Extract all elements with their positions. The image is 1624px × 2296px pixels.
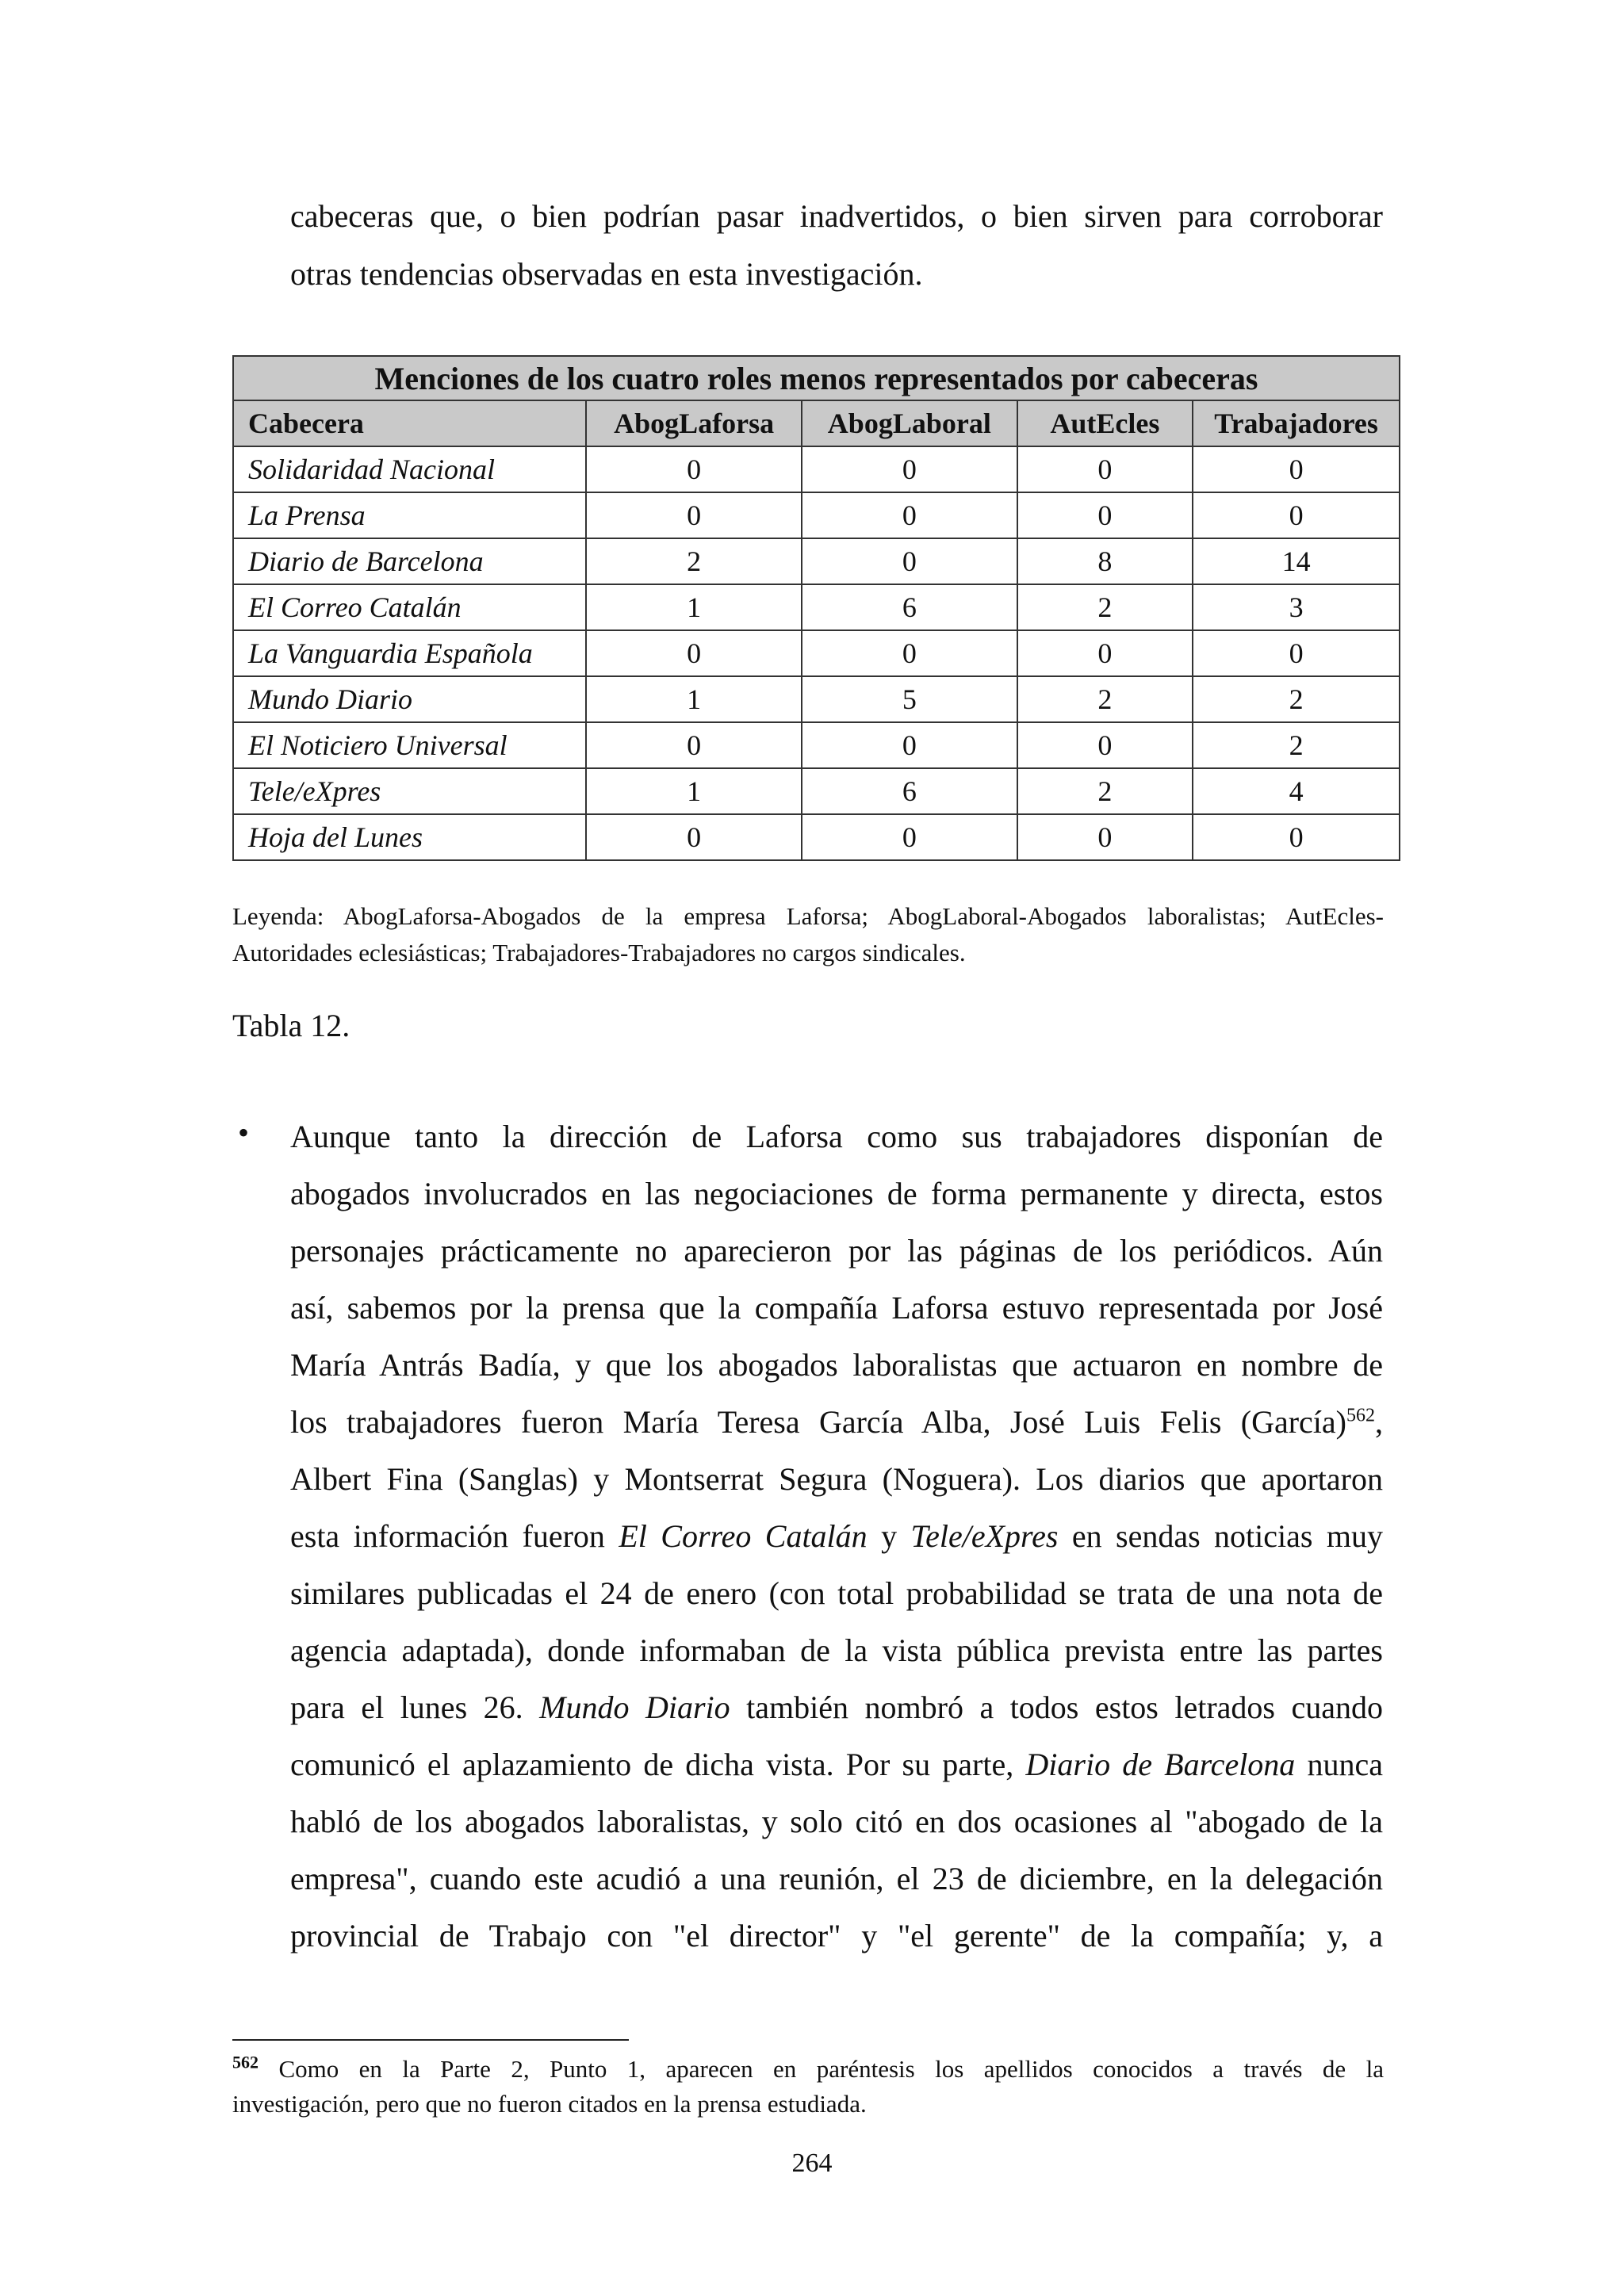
table-row (233, 538, 1400, 584)
table-cell: 0 (1017, 492, 1193, 538)
text-line: similares publicadas el 24 de enero (con total probabilidad se trata de una nota de (290, 1575, 1383, 1611)
table-cell: 0 (586, 492, 802, 538)
newspaper-name: La Vanguardia Española (233, 630, 586, 676)
text-line: Aunque tanto la dirección de Laforsa como sus trabajadores disponían de (290, 1119, 1383, 1154)
newspaper-name: Solidaridad Nacional (233, 446, 586, 492)
text-segment: para el lunes 26. (290, 1689, 540, 1725)
column-header: Cabecera (233, 400, 586, 446)
column-header: AutEcles (1017, 400, 1193, 446)
text-segment: , (1375, 1404, 1383, 1440)
table-cell: 2 (586, 538, 802, 584)
table-cell: 0 (1017, 722, 1193, 768)
table-row (233, 676, 1400, 722)
table-cell: 0 (586, 722, 802, 768)
newspaper-name: El Noticiero Universal (233, 722, 586, 768)
bullet-icon: • (238, 1115, 250, 1150)
text-line: empresa", cuando este acudió a una reunión, el 23 de diciembre, en la delegación (290, 1861, 1383, 1896)
table-cell: 0 (586, 446, 802, 492)
newspaper-name: La Prensa (233, 492, 586, 538)
table-row (233, 446, 1400, 492)
table-cell: 14 (1193, 538, 1400, 584)
table-cell: 2 (1017, 584, 1193, 630)
table-cell: 0 (1193, 814, 1400, 860)
text-line: cabeceras que, o bien podrían pasar inadvertidos, o bien sirven para corroborar (290, 198, 1383, 234)
table-cell: 0 (802, 538, 1017, 584)
footnote-separator (232, 2039, 629, 2041)
newspaper-name: Mundo Diario (233, 676, 586, 722)
column-header: Trabajadores (1193, 400, 1400, 446)
table-cell: 2 (1017, 676, 1193, 722)
text-segment: en sendas noticias muy (1058, 1518, 1383, 1554)
text-line: provincial de Trabajo con "el director" y "el gerente" de la compañía; y, a (290, 1918, 1383, 1954)
table-cell: 0 (802, 722, 1017, 768)
table-header-row (233, 400, 1400, 446)
table-cell: 0 (1017, 814, 1193, 860)
table-cell: 2 (1193, 676, 1400, 722)
table-cell: 0 (586, 630, 802, 676)
text-line (232, 2052, 1384, 2087)
intro-paragraph (290, 187, 1383, 303)
newspaper-title: Tele/eXpres (910, 1518, 1059, 1554)
newspaper-title: Diario de Barcelona (1025, 1747, 1296, 1782)
text-line: Albert Fina (Sanglas) y Montserrat Segura (Noguera). Los diarios que aportaron (290, 1461, 1383, 1497)
newspaper-name: El Correo Catalán (233, 584, 586, 630)
table-row (233, 722, 1400, 768)
text-segment: Como en la Parte 2, Punto 1, aparecen en paréntesis los apellidos conocidos a través de la (259, 2055, 1384, 2083)
newspaper-name: Tele/eXpres (233, 768, 586, 814)
table-cell: 0 (802, 630, 1017, 676)
table-cell: 0 (802, 814, 1017, 860)
text-line (290, 1679, 1383, 1736)
text-line: así, sabemos por la prensa que la compañía Laforsa estuvo representada por José (290, 1290, 1383, 1326)
text-segment: también nombró a todos estos letrados cuando (730, 1689, 1384, 1725)
table-cell: 8 (1017, 538, 1193, 584)
table-cell: 5 (802, 676, 1017, 722)
table-title: Menciones de los cuatro roles menos representados por cabeceras (233, 356, 1400, 400)
table-cell: 0 (586, 814, 802, 860)
table-cell: 2 (1017, 768, 1193, 814)
text-segment: los trabajadores fueron María Teresa García Alba, José Luis Felis (García) (290, 1404, 1346, 1440)
newspaper-title: El Correo Catalán (619, 1518, 868, 1554)
footnote (232, 2052, 1384, 2122)
table-row (233, 584, 1400, 630)
table-cell: 6 (802, 768, 1017, 814)
newspaper-name: Diario de Barcelona (233, 538, 586, 584)
table-cell: 0 (1193, 446, 1400, 492)
table-cell: 1 (586, 584, 802, 630)
text-segment: esta información fueron (290, 1518, 619, 1554)
newspaper-name: Hoja del Lunes (233, 814, 586, 860)
table-row (233, 492, 1400, 538)
footnote-number: 562 (232, 2052, 259, 2072)
column-header: AbogLaboral (802, 400, 1017, 446)
table-cell: 0 (1193, 630, 1400, 676)
table-legend: Leyenda: AbogLaforsa-Abogados de la empresa Laforsa; AbogLaboral-Abogados laboralistas; AutEcles-Autoridades eclesiásticas; Trabajadores-Trabajadores no cargos sindicales. (232, 902, 1384, 966)
text-segment: nunca (1295, 1747, 1383, 1782)
text-line: habló de los abogados laboralistas, y solo citó en dos ocasiones al "abogado de la (290, 1804, 1383, 1839)
text-line: María Antrás Badía, y que los abogados laboralistas que actuaron en nombre de (290, 1347, 1383, 1383)
body-paragraph (290, 1108, 1383, 1965)
text-segment: y (867, 1518, 911, 1554)
footnote-reference[interactable]: 562 (1346, 1405, 1375, 1426)
text-segment: comunicó el aplazamiento de dicha vista. Por su parte, (290, 1747, 1026, 1782)
table-cell: 6 (802, 584, 1017, 630)
table-cell: 0 (802, 492, 1017, 538)
page-number: 264 (791, 2149, 833, 2178)
table-cell: 3 (1193, 584, 1400, 630)
table-cell: 0 (1193, 492, 1400, 538)
text-line: personajes prácticamente no aparecieron por las páginas de los periódicos. Aún (290, 1233, 1383, 1269)
table-row (233, 814, 1400, 860)
text-line (290, 1508, 1383, 1565)
table-cell: 4 (1193, 768, 1400, 814)
table-cell: 1 (586, 676, 802, 722)
table-row (233, 630, 1400, 676)
text-line (290, 1394, 1383, 1451)
text-line: abogados involucrados en las negociaciones de forma permanente y directa, estos (290, 1176, 1383, 1211)
table-caption: Tabla 12. (232, 1008, 350, 1043)
text-line: otras tendencias observadas en esta investigación. (290, 256, 923, 292)
column-header: AbogLaforsa (586, 400, 802, 446)
text-line (290, 1736, 1383, 1793)
table-title-row (233, 356, 1400, 400)
table-cell: 0 (1017, 446, 1193, 492)
roles-table (232, 355, 1400, 861)
text-line: investigación, pero que no fueron citados en la prensa estudiada. (232, 2090, 867, 2118)
table-row (233, 768, 1400, 814)
table-cell: 0 (1017, 630, 1193, 676)
text-line: agencia adaptada), donde informaban de la vista pública prevista entre las partes (290, 1632, 1383, 1668)
table-cell: 0 (802, 446, 1017, 492)
table-cell: 1 (586, 768, 802, 814)
table-cell: 2 (1193, 722, 1400, 768)
newspaper-title: Mundo Diario (539, 1689, 730, 1725)
